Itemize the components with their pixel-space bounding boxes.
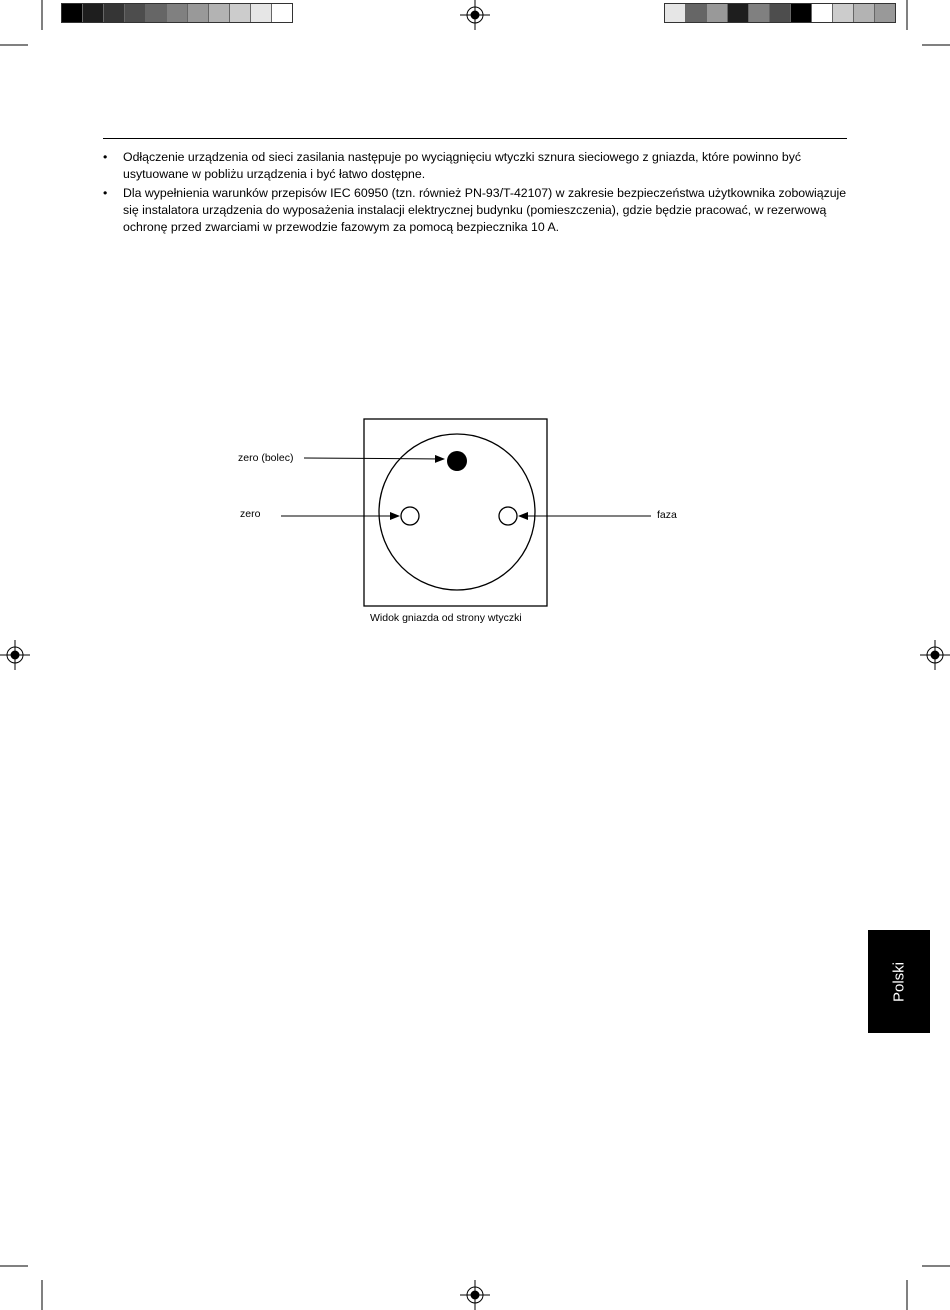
- diagram-caption: Widok gniazda od strony wtyczki: [370, 612, 522, 624]
- language-tab: [868, 930, 930, 1033]
- bullet-symbol: •: [103, 150, 108, 164]
- bullet-symbol: •: [103, 186, 108, 200]
- neutral-label: zero: [240, 508, 261, 520]
- safety-note-text: Dla wypełnienia warunków przepisów IEC 60950 (tzn. również PN-93/T-42107) w zakresie bezpieczeństwa użytkownika zobowiązuje się instalatora urządzenia do wyposażenia instalacji elektrycznej budynku (pomieszczenia), gdzie będzie pracować, w rezerwową ochronę przed zwarciami w przewodzie fazowym za pomocą bezpiecznika 10 A.: [123, 186, 847, 234]
- earth-label: zero (bolec): [238, 452, 294, 464]
- safety-note-text: Odłączenie urządzenia od sieci zasilania następuje po wyciągnięciu wtyczki sznura sieciowego z gniazda, które powinno być usytuowane w pobliżu urządzenia i być łatwo dostępne.: [123, 150, 802, 181]
- neutral-hole: [401, 507, 419, 525]
- language-tab-label: Polski: [890, 961, 908, 1002]
- phase-label: faza: [657, 509, 677, 521]
- phase-hole: [499, 507, 517, 525]
- earth-pin: [447, 451, 467, 471]
